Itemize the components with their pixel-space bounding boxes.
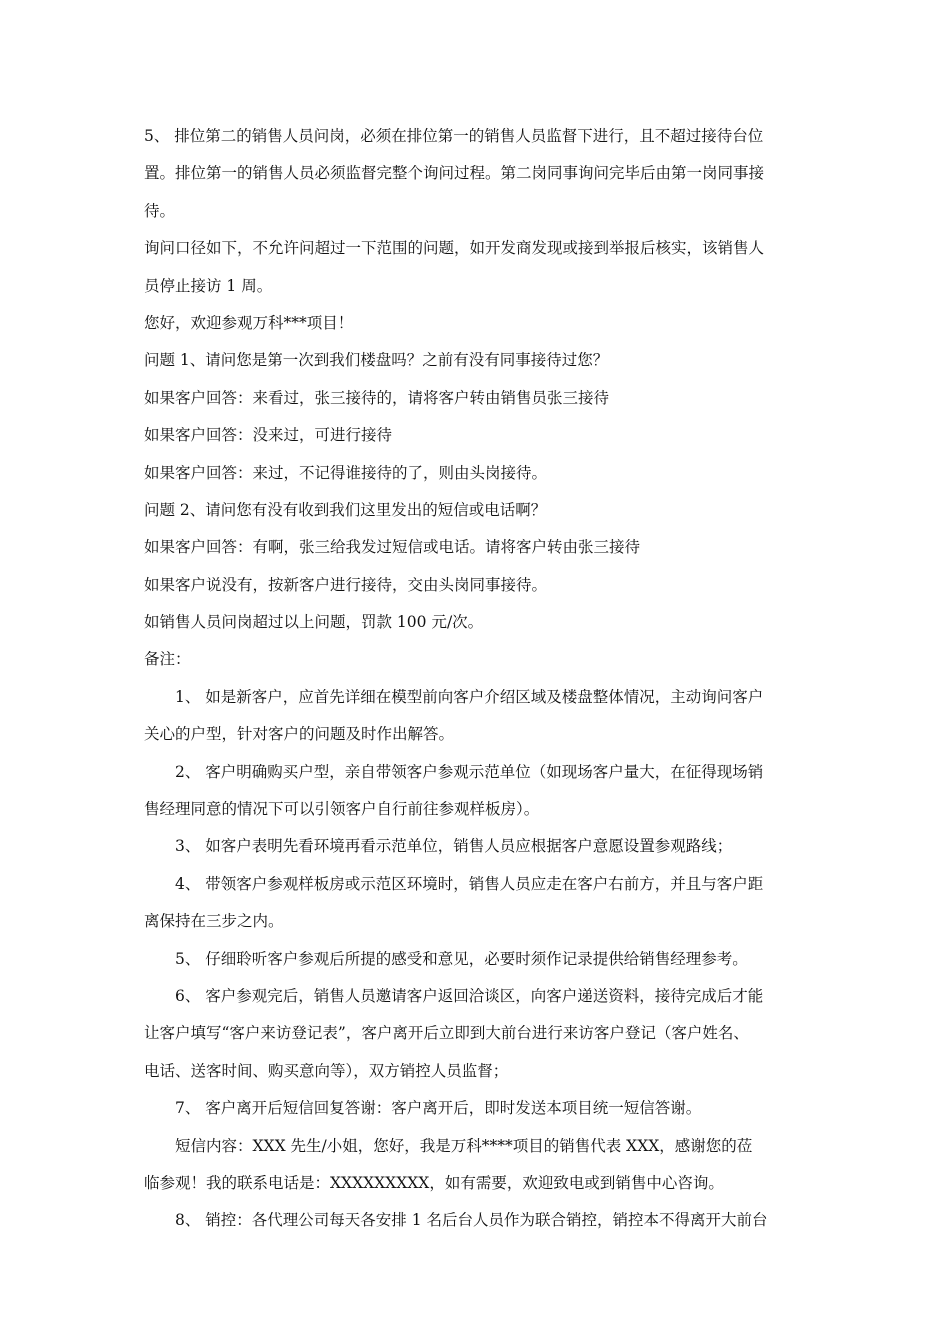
document-body: [144, 118, 812, 1240]
text-line: 8、 销控：各代理公司每天各安排 1 名后台人员作为联合销控，销控本不得离开大前台: [175, 1211, 768, 1230]
text-line: 售经理同意的情况下可以引领客户自行前往参观样板房）。: [144, 800, 540, 819]
text-line: 7、 客户离开后短信回复答谢：客户离开后，即时发送本项目统一短信答谢。: [175, 1099, 702, 1118]
text-line: 电话、送客时间、购买意向等），双方销控人员监督；: [144, 1061, 509, 1080]
text-line: 如果客户回答：来过，不记得谁接待的了，则由头岗接待。: [144, 463, 548, 482]
text-line: 5、 排位第二的销售人员问岗，必须在排位第一的销售人员监督下进行，且不超过接待台位: [144, 127, 764, 145]
text-line: 2、 客户明确购买户型，亲自带领客户参观示范单位（如现场客户量大，在征得现场销: [175, 762, 764, 781]
text-line: 短信内容：XXX 先生/小姐，您好，我是万科****项目的销售代表 XXX，感谢您的莅: [175, 1136, 753, 1155]
text-line: 询问口径如下，不允许问超过一下范围的问题，如开发商发现或接到举报后核实，该销售人: [144, 239, 765, 258]
text-line: 待。: [144, 201, 176, 220]
text-line: 临参观！我的联系电话是：XXXXXXXXX，如有需要，欢迎致电或到销售中心咨询。: [144, 1173, 724, 1192]
text-line: 您好，欢迎参观万科***项目！: [144, 313, 354, 332]
text-line: 问题 1、请问您是第一次到我们楼盘吗？之前有没有同事接待过您？: [144, 351, 609, 370]
text-line: 5、 仔细聆听客户参观后所提的感受和意见，必要时须作记录提供给销售经理参考。: [175, 949, 748, 968]
text-line: 问题 2、请问您有没有收到我们这里发出的短信或电话啊？: [144, 500, 547, 519]
text-line: 员停止接访 1 周。: [144, 276, 273, 295]
text-line: 如果客户说没有，按新客户进行接待，交由头岗同事接待。: [144, 575, 548, 594]
text-line: 让客户填写“客户来访登记表”，客户离开后立即到大前台进行来访客户登记（客户姓名、: [144, 1024, 749, 1043]
text-line: 备注：: [144, 650, 191, 669]
text-line: 置。排位第一的销售人员必须监督完整个询问过程。第二岗同事询问完毕后由第一岗同事接: [144, 164, 765, 183]
text-line: 1、 如是新客户，应首先详细在模型前向客户介绍区域及楼盘整体情况，主动询问客户: [175, 687, 764, 706]
text-line: 4、 带领客户参观样板房或示范区环境时，销售人员应走在客户右前方，并且与客户距: [175, 874, 764, 893]
text-line: 3、 如客户表明先看环境再看示范单位，销售人员应根据客户意愿设置参观路线；: [175, 837, 733, 856]
text-line: 离保持在三步之内。: [144, 912, 284, 931]
text-line: 如果客户回答：来看过，张三接待的，请将客户转由销售员张三接待: [144, 388, 610, 407]
text-line: 如果客户回答：没来过，可进行接待: [144, 426, 393, 445]
text-line: 如销售人员问岗超过以上问题，罚款 100 元/次。: [144, 613, 484, 632]
text-line: 如果客户回答：有啊，张三给我发过短信或电话。请将客户转由张三接待: [144, 538, 641, 557]
text-line: 6、 客户参观完后，销售人员邀请客户返回洽谈区，向客户递送资料，接待完成后才能: [175, 986, 764, 1005]
text-line: 关心的户型，针对客户的问题及时作出解答。: [144, 725, 455, 744]
